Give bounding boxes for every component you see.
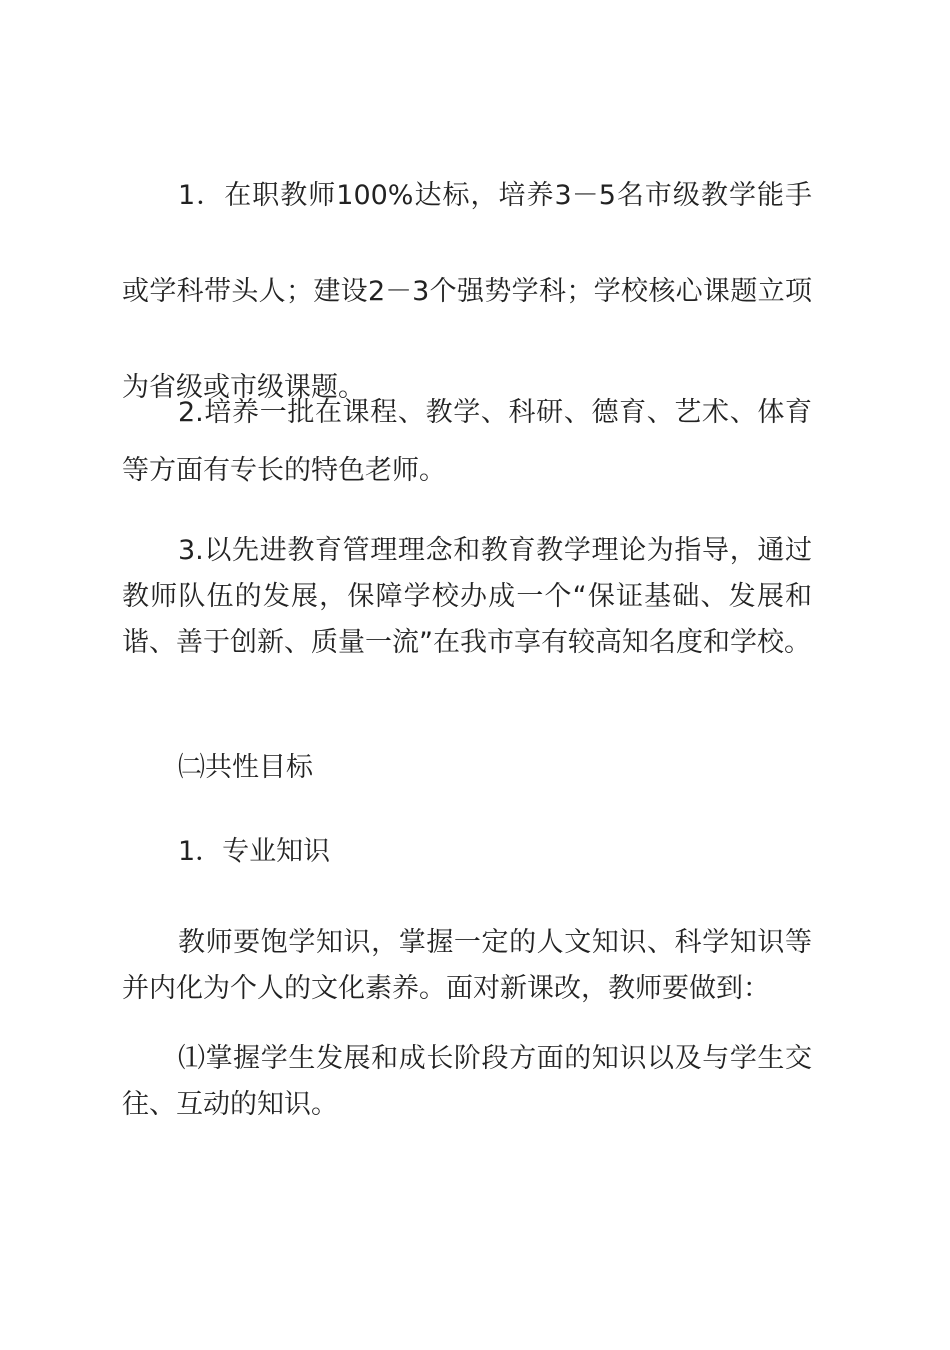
goal-paragraph-1: 1．在职教师100%达标，培养3－5名市级教学能手或学科带头人；建设2－3个强势学科；学校核心课题立项为省级或市级课题。	[122, 180, 812, 403]
goal-paragraph-3: 3.以先进教育管理理念和教育教学理论为指导，通过教师队伍的发展，保障学校办成一个“保证基础、发展和谐、善于创新、质量一流”在我市享有较高知名度和学校。	[122, 535, 812, 658]
section-heading-common-goals: ㈡共性目标	[178, 752, 313, 783]
subheading-professional-knowledge: 1．专业知识	[178, 836, 331, 867]
knowledge-paragraph: 教师要饱学知识，掌握一定的人文知识、科学知识等并内化为个人的文化素养。面对新课改，教师要做到：	[122, 927, 812, 1004]
knowledge-item-1: ⑴掌握学生发展和成长阶段方面的知识以及与学生交往、互动的知识。	[122, 1043, 812, 1120]
goal-paragraph-2: 2.培养一批在课程、教学、科研、德育、艺术、体育等方面有专长的特色老师。	[122, 397, 812, 486]
